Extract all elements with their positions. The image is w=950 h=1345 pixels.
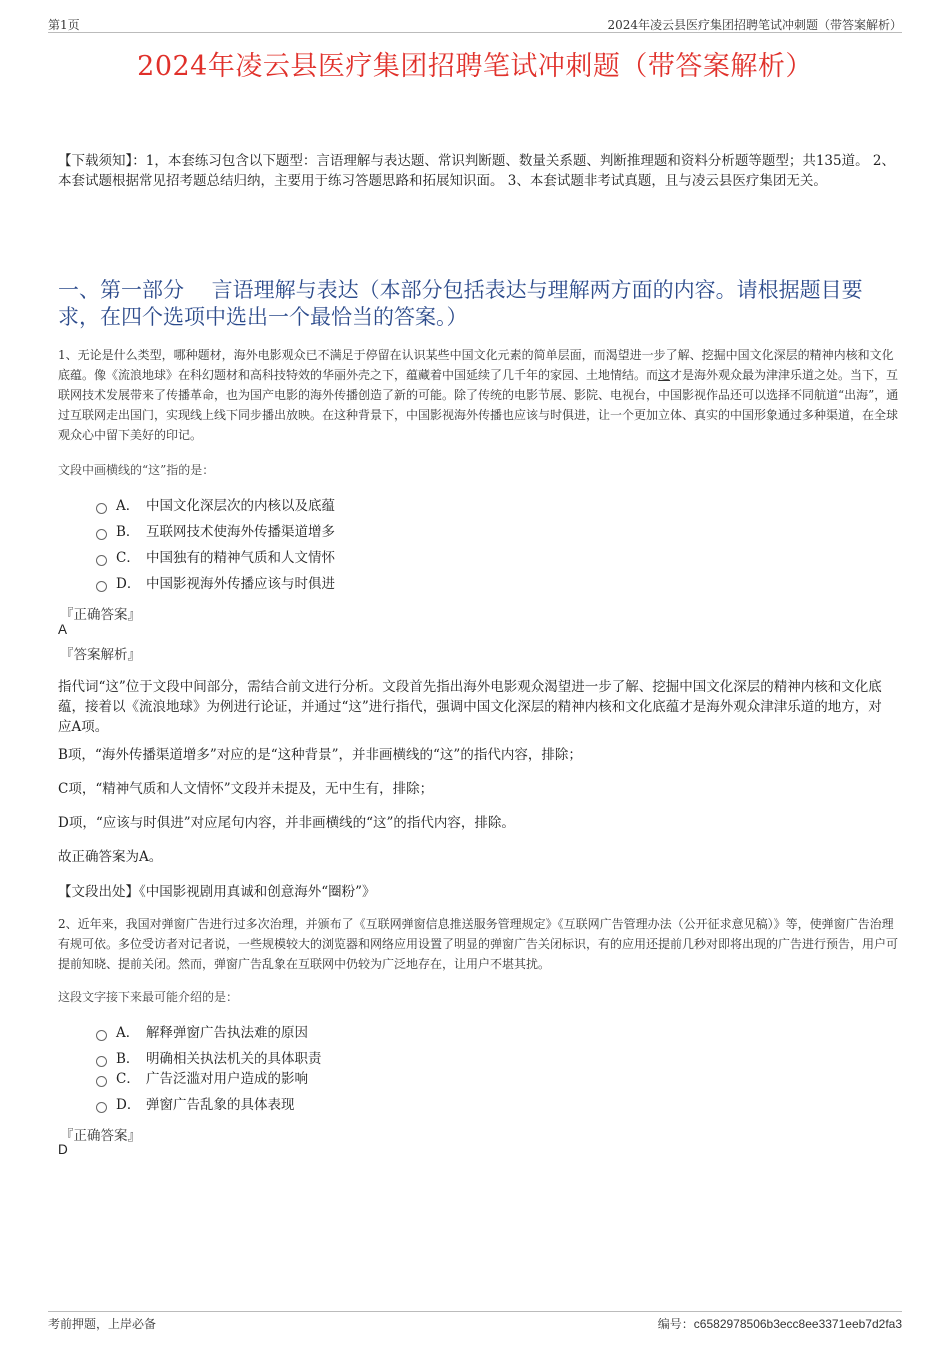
- footer-slogan: 考前押题，上岸必备: [48, 1317, 157, 1331]
- radio-icon[interactable]: [96, 1030, 107, 1041]
- page-title: 2024年凌云县医疗集团招聘笔试冲刺题（带答案解析）: [137, 51, 813, 82]
- q1-option-c[interactable]: C． 中国独有的精神气质和人文情怀: [96, 547, 335, 569]
- download-notice: 【下载须知】：1，本套练习包含以下题型：言语理解与表达题、常识判断题、数量关系题、判断推理题和资料分析题等题型；共135道。 2、本套试题根据常见招考题总结归纳，主要用于练习答题思路和拓展知识面。 3、本套试题非考试真题，且与凌云县医疗集团无关。: [58, 153, 895, 189]
- question-2-text: 2、近年来，我国对弹窗广告进行过多次治理，并颁布了《互联网弹窗信息推送服务管理规定》《互联网广告管理办法（公开征求意见稿）》等，使弹窗广告治理有规可依。多位受访者对记者说，一些规模较大的浏览器和网络应用设置了明显的弹窗广告关闭标识，有的应用还提前几秒对即将出现的广告进行预告，用户可提前知晓、提前关闭。然而，弹窗广告乱象在互联网中仍较为广泛地存在，让用户不堪其扰。: [58, 917, 899, 971]
- footer-doc-id: 编号：c6582978506b3ecc8ee3371eeb7d2fa3: [657, 1317, 902, 1331]
- page-header: [48, 14, 902, 33]
- q1-analysis-paragraph: B项，“海外传播渠道增多”对应的是“这种背景”，并非画横线的“这”的指代内容，排除；: [58, 747, 582, 763]
- page-number: 第1页: [48, 18, 80, 32]
- radio-icon[interactable]: [96, 581, 107, 592]
- question-2-prompt: 这段文字接下来最可能介绍的是：: [58, 990, 239, 1004]
- question-1-text: 1、无论是什么类型，哪种题材，海外电影观众已不满足于停留在认识某些中国文化元素的简单层面，而渴望进一步了解、挖掘中国文化深层的精神内核和文化底蕴。像《流浪地球》在科幻题材和高科技特效的华丽外壳之下，蕴藏着中国延续了几千年的家园、土地情结。而这才是海外观众最为津津乐道之处。当下，互联网技术发展带来了传播革命，也为国产电影的海外传播创造了新的可能。除了传统的电影节展、影院、电视台，中国影视作品还可以选择不同航道“出海”，通过互联网走出国门，实现线上线下同步播出放映。在这种背景下，中国影视海外传播也应该与时俱进，让一个更加立体、真实的中国形象通过多种渠道，在全球观众心中留下美好的印记。: [58, 348, 899, 442]
- q1-analysis-conclusion: 故正确答案为A。: [58, 849, 163, 865]
- q2-option-a[interactable]: A． 解释弹窗广告执法难的原因: [96, 1022, 308, 1044]
- radio-icon[interactable]: [96, 529, 107, 540]
- q1-option-b[interactable]: B． 互联网技术使海外传播渠道增多: [96, 521, 335, 543]
- q1-answer-label: 『正确答案』: [60, 607, 141, 623]
- underlined-word: 这: [658, 368, 671, 382]
- radio-icon[interactable]: [96, 555, 107, 566]
- radio-icon[interactable]: [96, 1102, 107, 1113]
- q1-option-d[interactable]: D． 中国影视海外传播应该与时俱进: [96, 573, 335, 595]
- q1-analysis-label: 『答案解析』: [60, 647, 141, 663]
- q1-analysis-paragraph: 指代词“这”位于文段中间部分，需结合前文进行分析。文段首先指出海外电影观众渴望进一步了解、挖掘中国文化深层的精神内核和文化底蕴，接着以《流浪地球》为例进行论证，并通过“这”进行指代，强调中国文化深层的精神内核和文化底蕴才是海外观众津津乐道的地方，对应A项。: [58, 679, 882, 735]
- q1-analysis-paragraph: D项，“应该与时俱进”对应尾句内容，并非画横线的“这”的指代内容，排除。: [58, 815, 515, 831]
- q2-option-b[interactable]: B． 明确相关执法机关的具体职责: [96, 1048, 322, 1070]
- radio-icon[interactable]: [96, 503, 107, 514]
- q1-option-a[interactable]: A． 中国文化深层次的内核以及底蕴: [96, 495, 335, 517]
- q1-analysis-paragraph: C项，“精神气质和人文情怀”文段并未提及，无中生有，排除；: [58, 781, 434, 797]
- q2-answer: D: [58, 1142, 68, 1157]
- header-doc-name: 2024年凌云县医疗集团招聘笔试冲刺题（带答案解析）: [607, 18, 902, 32]
- section-heading: 一、第一部分 言语理解与表达（本部分包括表达与理解两方面的内容。请根据题目要求，在四个选项中选出一个最恰当的答案。）: [58, 278, 863, 329]
- page-footer: [48, 1311, 902, 1332]
- q2-answer-label: 『正确答案』: [60, 1128, 141, 1144]
- radio-icon[interactable]: [96, 1056, 107, 1067]
- question-1-prompt: 文段中画横线的“这”指的是：: [58, 463, 215, 477]
- q1-source: 【文段出处】《中国影视剧用真诚和创意海外“圈粉”》: [58, 884, 376, 900]
- q2-option-c[interactable]: C． 广告泛滥对用户造成的影响: [96, 1068, 308, 1090]
- q1-answer: A: [58, 622, 68, 637]
- q2-option-d[interactable]: D． 弹窗广告乱象的具体表现: [96, 1094, 295, 1116]
- radio-icon[interactable]: [96, 1076, 107, 1087]
